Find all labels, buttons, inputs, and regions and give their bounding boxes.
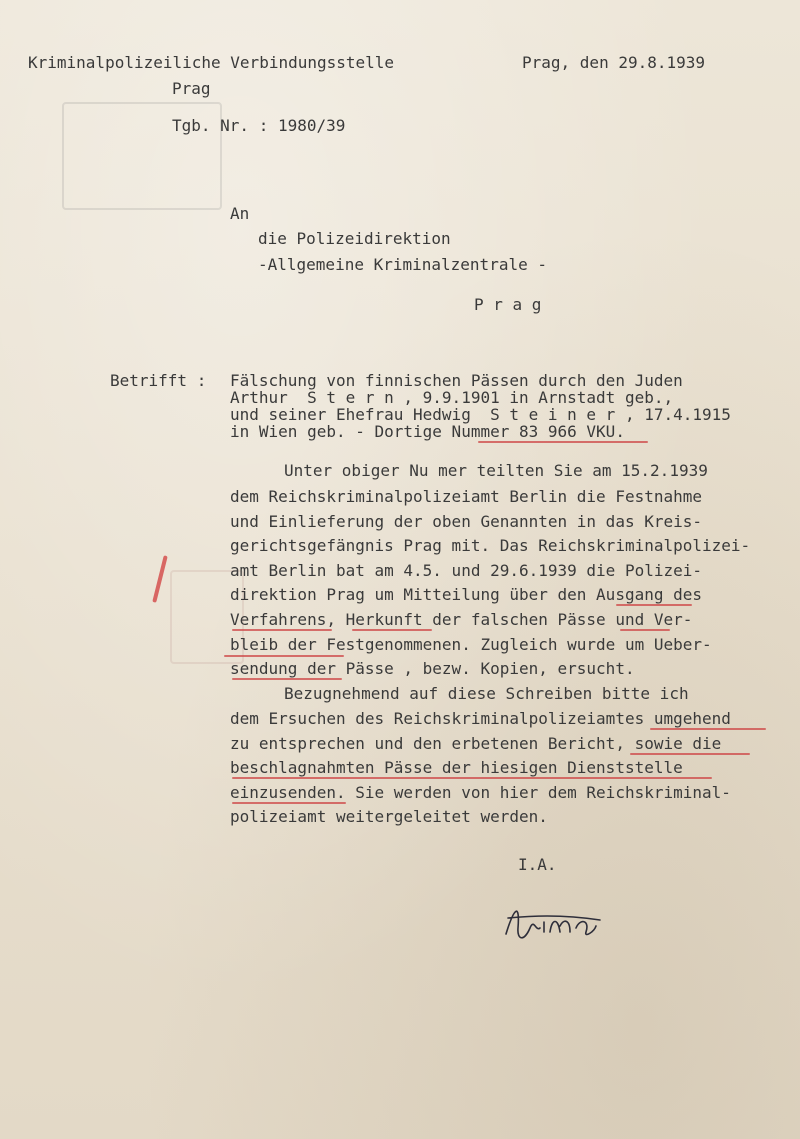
red-underline <box>478 441 648 443</box>
body-line: sendung der Pässe , bezw. Kopien, ersucht. <box>230 659 635 678</box>
closing-ia: I.A. <box>518 855 557 874</box>
body-line: Unter obiger Nu mer teilten Sie am 15.2.1939 <box>284 461 708 480</box>
recipient-line2: -Allgemeine Kriminalzentrale - <box>258 255 547 274</box>
recipient-line1: die Polizeidirektion <box>258 229 451 248</box>
red-underline <box>650 728 766 730</box>
red-underline <box>232 678 342 680</box>
body-line: dem Reichskriminalpolizeiamt Berlin die Festnahme <box>230 487 703 506</box>
subject-label: Betrifft : <box>110 371 207 390</box>
body-line: bleib der Festgenommenen. Zugleich wurde um Ueber- <box>230 635 712 654</box>
body-line: und Einlieferung der oben Genannten in das Kreis- <box>230 512 703 531</box>
red-underline <box>620 629 670 631</box>
subject-line: Fälschung von finnischen Pässen durch den Juden <box>230 371 683 390</box>
body-line: beschlagnahmten Pässe der hiesigen Dienststelle <box>230 758 683 777</box>
red-underline <box>232 802 346 804</box>
body-line: gerichtsgefängnis Prag mit. Das Reichskriminalpolizei- <box>230 536 751 555</box>
red-underline <box>616 604 692 606</box>
subject-line: in Wien geb. - Dortige Nummer 83 966 VKU. <box>230 422 625 441</box>
red-underline <box>232 629 332 631</box>
body-line: direktion Prag um Mitteilung über den Ausgang des <box>230 585 703 604</box>
body-line: amt Berlin bat am 4.5. und 29.6.1939 die Polizei- <box>230 561 703 580</box>
body-line: polizeiamt weitergeleitet werden. <box>230 807 548 826</box>
red-underline <box>224 655 344 657</box>
red-underline <box>232 777 712 779</box>
subject-line: und seiner Ehefrau Hedwig S t e i n e r , 17.4.1915 <box>230 405 731 424</box>
office-city: Prag <box>172 79 211 98</box>
body-line: zu entsprechen und den erbetenen Bericht, sowie die <box>230 734 722 753</box>
recipient-prefix: An <box>230 204 250 223</box>
place-date: Prag, den 29.8.1939 <box>522 53 706 72</box>
office-name: Kriminalpolizeiliche Verbindungsstelle <box>28 53 395 72</box>
reference-number: Tgb. Nr. : 1980/39 <box>172 116 346 135</box>
red-margin-mark <box>152 555 167 603</box>
body-line: Verfahrens, Herkunft der falschen Pässe und Ver- <box>230 610 693 629</box>
subject-line: Arthur S t e r n , 9.9.1901 in Arnstadt geb., <box>230 388 674 407</box>
body-line: einzusenden. Sie werden von hier dem Reichskriminal- <box>230 783 731 802</box>
red-underline <box>630 753 750 755</box>
red-underline <box>352 629 432 631</box>
body-line: Bezugnehmend auf diese Schreiben bitte ich <box>284 684 689 703</box>
signature <box>500 898 610 948</box>
recipient-city: P r a g <box>474 295 542 314</box>
body-line: dem Ersuchen des Reichskriminalpolizeiamtes umgehend <box>230 709 731 728</box>
